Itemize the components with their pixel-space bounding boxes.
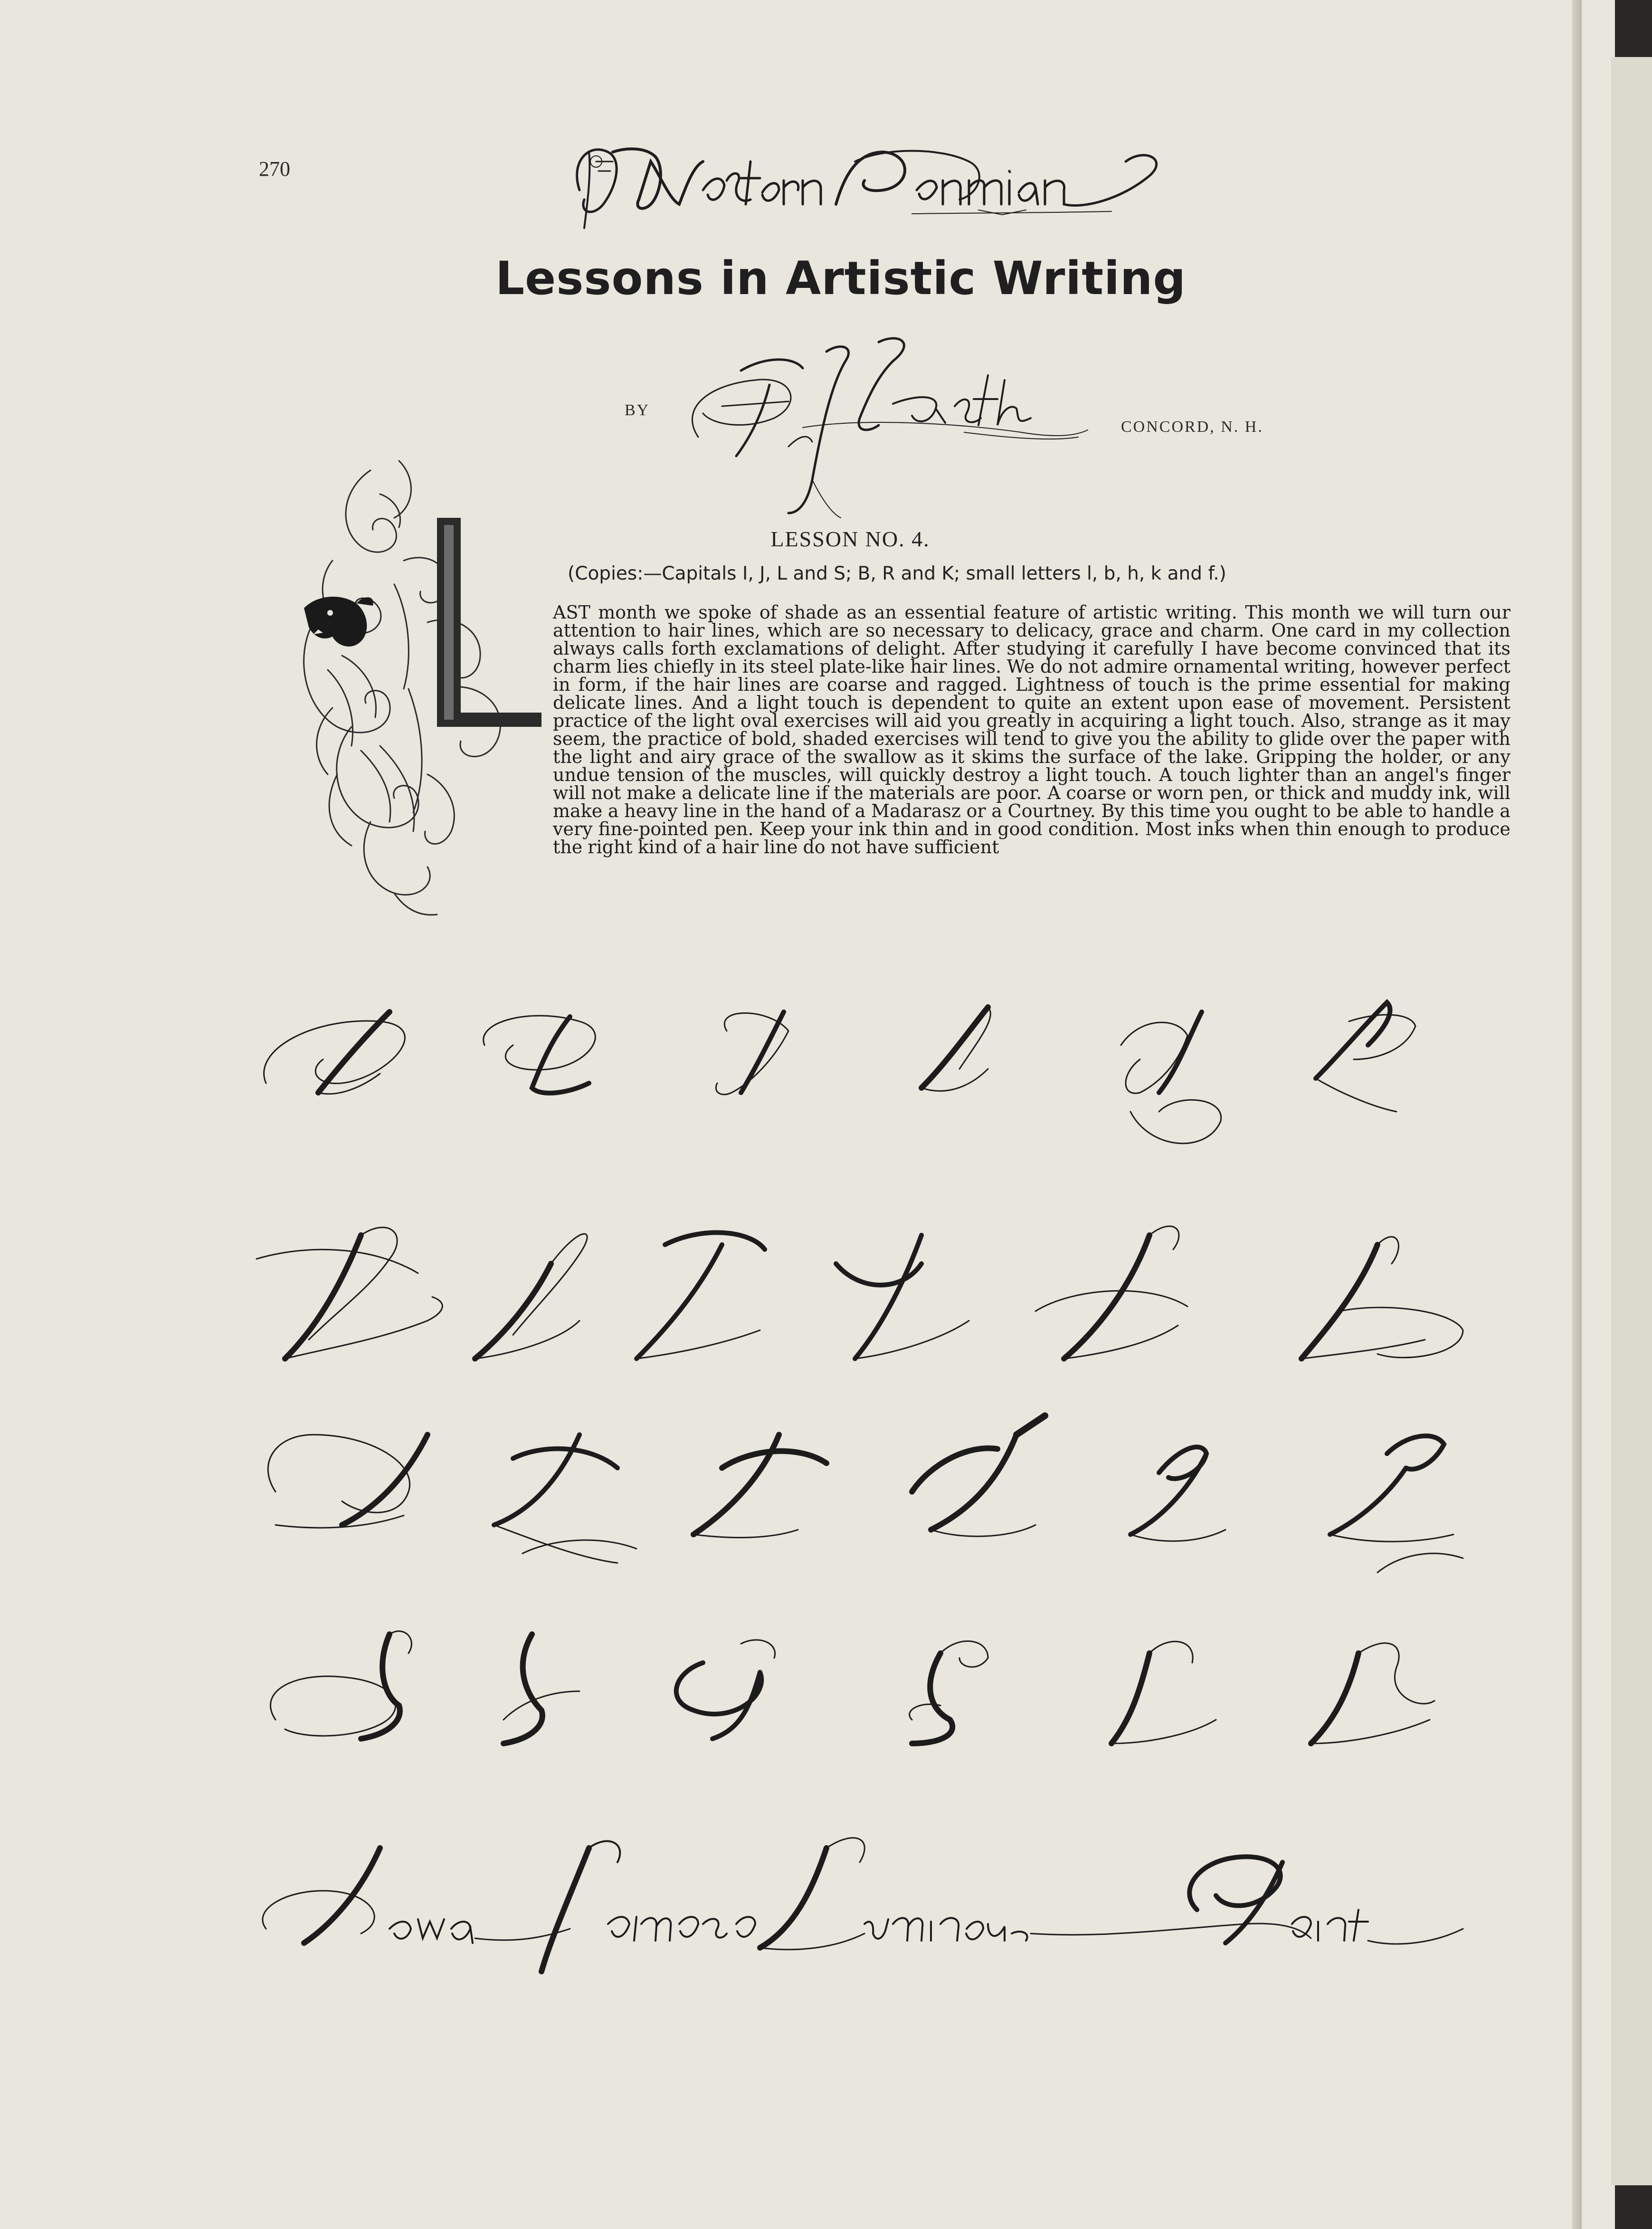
page-number: 270 xyxy=(259,157,290,181)
byline-prefix: BY xyxy=(625,401,650,419)
specimen-row-j xyxy=(256,1226,1463,1359)
article-title: Lessons in Artistic Writing xyxy=(495,252,1187,305)
penmanship-specimen-plate xyxy=(247,979,1539,1986)
specimen-row-i xyxy=(264,1002,1415,1143)
copies-note: (Copies:—Capitals I, J, L and S; B, R and K; small letters l, b, h, k and f.) xyxy=(568,563,1226,584)
adjacent-page-edge xyxy=(1611,57,1652,2185)
specimen-row-s xyxy=(270,1631,1434,1743)
author-location: CONCORD, N. H. xyxy=(1121,418,1263,436)
author-signature xyxy=(670,323,1097,523)
specimen-row-l xyxy=(268,1416,1463,1572)
masthead-text xyxy=(807,216,808,217)
article-body-text: AST month we spoke of shade as an essential feature of artistic writing. This month we will turn our attention to hair lines, which are so necessary to delicacy, grace and charm. One card in my collection always calls forth exclamations of delight. After studying it carefully I have become convinced that its charm lies chiefly in its steel plate-like hair lines. We do not admire ornamental writing, however perfect in form, if the hair lines are coarse and ragged. Lightness of touch is the prime essential for making delicate lines. And a light touch is dependent to quite an extent upon ease of movement. Persistent practice of the light oval exercises will aid you greatly in acquiring a light touch. Also, strange as it may seem, the practice of bold, shaded exercises will tend to give you the ability to glide over the paper with the light and airy grace of the swallow as it skims the surface of the lake. Gripping the holder, or any undue tension of the muscles, will quickly destroy a light touch. A touch lighter than an angel's finger will not make a delicate line if the materials are poor. A coarse or worn pen, or thick and muddy ink, will make a heavy line in the hand of a Madarasz or a Courtney. By this time you ought to be able to handle a very fine-pointed pen. Keep your ink thin and in good condition. Most inks when thin enough to produce the right kind of a hair line do not have sufficient xyxy=(553,602,1510,857)
specimen-row-words xyxy=(263,1838,1463,1972)
page-edge-shadow xyxy=(1572,0,1582,2229)
lesson-number: LESSON NO. 4. xyxy=(770,527,930,551)
drop-cap-space xyxy=(266,603,551,910)
article-body xyxy=(266,603,1510,910)
masthead-logo xyxy=(551,133,1240,233)
